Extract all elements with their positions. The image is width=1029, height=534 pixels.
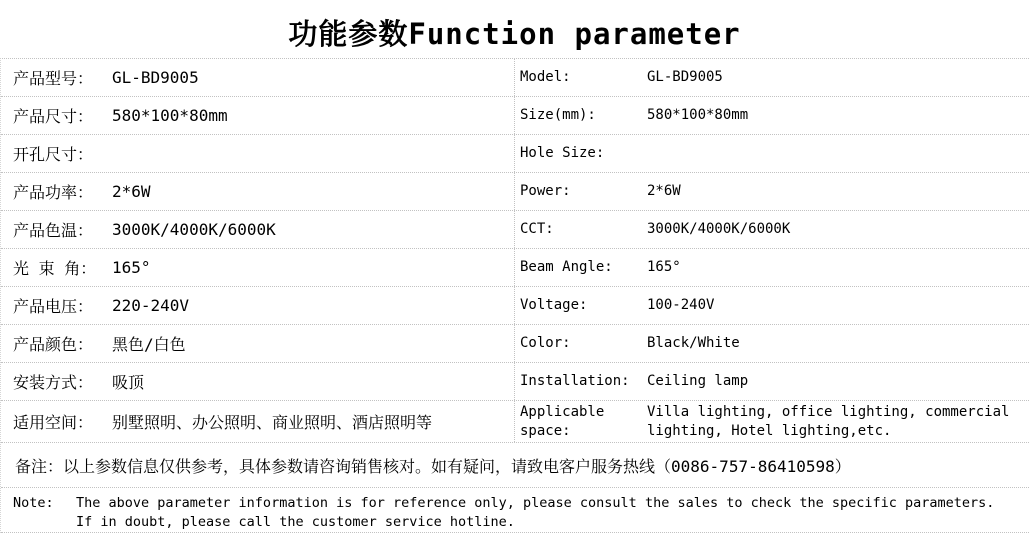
zh-label: 产品颜色： [13, 335, 94, 354]
en-value: Black/White [647, 335, 740, 352]
cell-en [514, 135, 1029, 172]
en-label: Voltage: [520, 297, 588, 314]
zh-label: 产品功率： [13, 183, 94, 202]
cell-en [514, 211, 1029, 248]
table-row-model [1, 59, 1029, 97]
remark-zh-text: 以上参数信息仅供参考，具体参数请咨询销售核对。如有疑问，请致电客户服务热线（0086-757-86410598） [63, 456, 851, 476]
remark-en-label: Note: [13, 495, 54, 511]
en-value: 100-240V [647, 297, 715, 314]
cell-zh [1, 287, 514, 324]
cell-zh [1, 173, 514, 210]
en-label: Installation: [520, 373, 630, 390]
remark-en-text [76, 494, 994, 532]
cell-zh [1, 325, 514, 362]
cell-en [514, 173, 1029, 210]
en-label: Beam Angle: [520, 259, 613, 276]
remark-zh-label: 备注： [15, 456, 64, 476]
zh-value: 3000K/4000K/6000K [112, 220, 276, 239]
en-label: Hole Size: [520, 145, 605, 162]
zh-value: 220-240V [112, 296, 190, 315]
en-value: 165° [647, 259, 681, 276]
remark-en-line2: If in doubt, please call the customer service hotline. [76, 514, 515, 530]
zh-value: 2*6W [112, 182, 151, 201]
remark-row-zh [1, 443, 1029, 488]
table-row-cct [1, 211, 1029, 249]
table-row-installation [1, 363, 1029, 401]
remark-en-line1: The above parameter information is for reference only, please consult the sales to check the specific parameters. [76, 495, 995, 511]
zh-label: 产品色温： [13, 221, 94, 240]
cell-zh [1, 97, 514, 134]
zh-value: 黑色/白色 [112, 335, 186, 354]
cell-zh [1, 249, 514, 286]
en-label: Power: [520, 183, 571, 200]
table-row-applicable-space [1, 401, 1029, 443]
remark-row-en [1, 488, 1029, 533]
en-value: GL-BD9005 [647, 69, 723, 86]
zh-label: 光 束 角： [13, 259, 97, 278]
en-label: Color: [520, 335, 571, 352]
en-label: CCT: [520, 221, 554, 238]
table-row-hole-size [1, 135, 1029, 173]
cell-en [514, 97, 1029, 134]
cell-zh [1, 211, 514, 248]
zh-label: 产品型号： [13, 69, 94, 88]
cell-en [514, 287, 1029, 324]
zh-label: 开孔尺寸： [13, 145, 94, 164]
cell-en [514, 249, 1029, 286]
zh-label: 产品电压： [13, 297, 94, 316]
table-row-color [1, 325, 1029, 363]
zh-value: 吸顶 [112, 373, 145, 392]
zh-value: 别墅照明、办公照明、商业照明、酒店照明等 [112, 413, 433, 432]
en-label: Applicable space: [520, 404, 605, 439]
page-title: 功能参数Function parameter [288, 16, 741, 51]
table-row-voltage [1, 287, 1029, 325]
en-value: Ceiling lamp [647, 373, 749, 390]
zh-value: 580*100*80mm [112, 106, 228, 125]
en-value: Villa lighting, office lighting, commercial lighting, Hotel lighting,etc. [647, 403, 1010, 439]
zh-label: 产品尺寸： [13, 107, 94, 126]
cell-en [514, 401, 1029, 442]
cell-zh [1, 135, 514, 172]
zh-value: 165° [112, 258, 151, 277]
cell-zh [1, 59, 514, 96]
zh-value: GL-BD9005 [112, 68, 199, 87]
zh-label: 安装方式： [13, 373, 94, 392]
en-label: Size(mm): [520, 107, 596, 124]
cell-en [514, 59, 1029, 96]
spec-table [0, 58, 1029, 533]
table-row-size [1, 97, 1029, 135]
en-value: 2*6W [647, 183, 681, 200]
cell-zh [1, 401, 514, 442]
table-row-power [1, 173, 1029, 211]
table-row-beam-angle [1, 249, 1029, 287]
en-label: Model: [520, 69, 571, 86]
en-value: 580*100*80mm [647, 107, 749, 124]
cell-en [514, 325, 1029, 362]
cell-zh [1, 363, 514, 400]
cell-en [514, 363, 1029, 400]
en-value: 3000K/4000K/6000K [647, 221, 791, 238]
zh-label: 适用空间： [13, 413, 94, 432]
